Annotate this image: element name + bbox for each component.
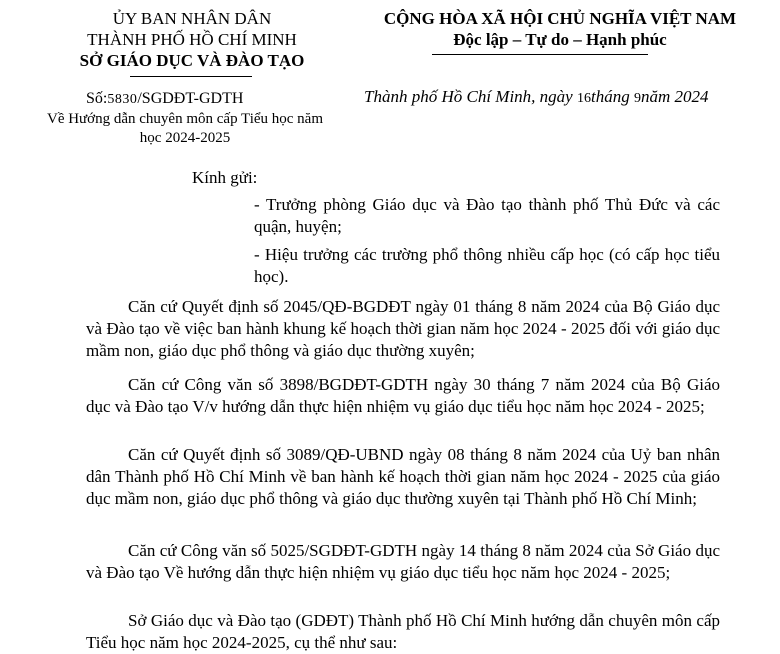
recipient-item: - Trưởng phòng Giáo dục và Đào tạo thành phố Thủ Đức và các quận, huyện; — [254, 195, 720, 236]
body-paragraph: Căn cứ Quyết định số 3089/QĐ-UBND ngày 08 tháng 8 năm 2024 của Uỷ ban nhân dân Thành phố Hồ Chí Minh về ban hành kế hoạch thời gian năm học 2024 - 2025 của giáo dục mầm non, giáo dục phổ thông và giáo dục thường xuyên tại Thành phố Hồ Chí Minh; — [86, 445, 720, 508]
authority-line-2: THÀNH PHỐ HỒ CHÍ MINH — [87, 30, 297, 49]
national-header — [340, 8, 780, 50]
date-suffix: năm 2024 — [640, 87, 709, 106]
body-paragraph: Sở Giáo dục và Đào tạo (GDĐT) Thành phố Hồ Chí Minh hướng dẫn chuyên môn cấp Tiểu học năm học 2024-2025, cụ thể như sau: — [86, 611, 720, 652]
date-prefix: Thành phố Hồ Chí Minh, ngày — [364, 87, 577, 106]
document-number — [86, 90, 243, 108]
national-motto: Độc lập – Tự do – Hạnh phúc — [453, 30, 667, 49]
national-title: CỘNG HÒA XÃ HỘI CHỦ NGHĨA VIỆT NAM — [383, 9, 737, 28]
salutation: Kính gửi: — [192, 168, 258, 187]
document-date — [364, 87, 709, 107]
authority-line-1: ỦY BAN NHÂN DÂN — [112, 9, 272, 28]
body-paragraph: Căn cứ Quyết định số 2045/QĐ-BGDĐT ngày 01 tháng 8 năm 2024 của Bộ Giáo dục và Đào tạo về việc ban hành khung kế hoạch thời gian năm học 2024 - 2025 đối với giáo dục mầm non, giáo dục phổ thông và giáo dục thường xuyên; — [86, 297, 720, 360]
body-paragraph: Căn cứ Công văn số 3898/BGDĐT-GDTH ngày 30 tháng 7 năm 2024 của Bộ Giáo dục và Đào tạo V/v hướng dẫn thực hiện nhiệm vụ giáo dục tiểu học năm học 2024 - 2025; — [86, 375, 720, 416]
doc-number-suffix: /SGDĐT-GDTH — [137, 90, 244, 107]
doc-number-prefix: Số: — [86, 90, 108, 107]
date-mid: tháng — [590, 87, 634, 106]
recipient-item: - Hiệu trưởng các trường phổ thông nhiều cấp học (có cấp học tiểu học). — [254, 245, 720, 286]
body-paragraph: Căn cứ Công văn số 5025/SGDĐT-GDTH ngày 14 tháng 8 năm 2024 của Sở Giáo dục và Đào tạo Về hướng dẫn thực hiện nhiệm vụ giáo dục tiểu học năm học 2024 - 2025; — [86, 541, 720, 582]
doc-number-value: 5830 — [107, 92, 138, 107]
date-day: 16 — [576, 91, 591, 106]
date-month: 9 — [633, 91, 641, 106]
issuing-authority-header — [32, 8, 352, 71]
document-subject: Về Hướng dẫn chuyên môn cấp Tiểu học năm học 2024-2025 — [46, 111, 323, 146]
motto-underline — [432, 54, 648, 55]
authority-underline — [130, 76, 252, 77]
authority-line-3: SỞ GIÁO DỤC VÀ ĐÀO TẠO — [79, 51, 305, 70]
